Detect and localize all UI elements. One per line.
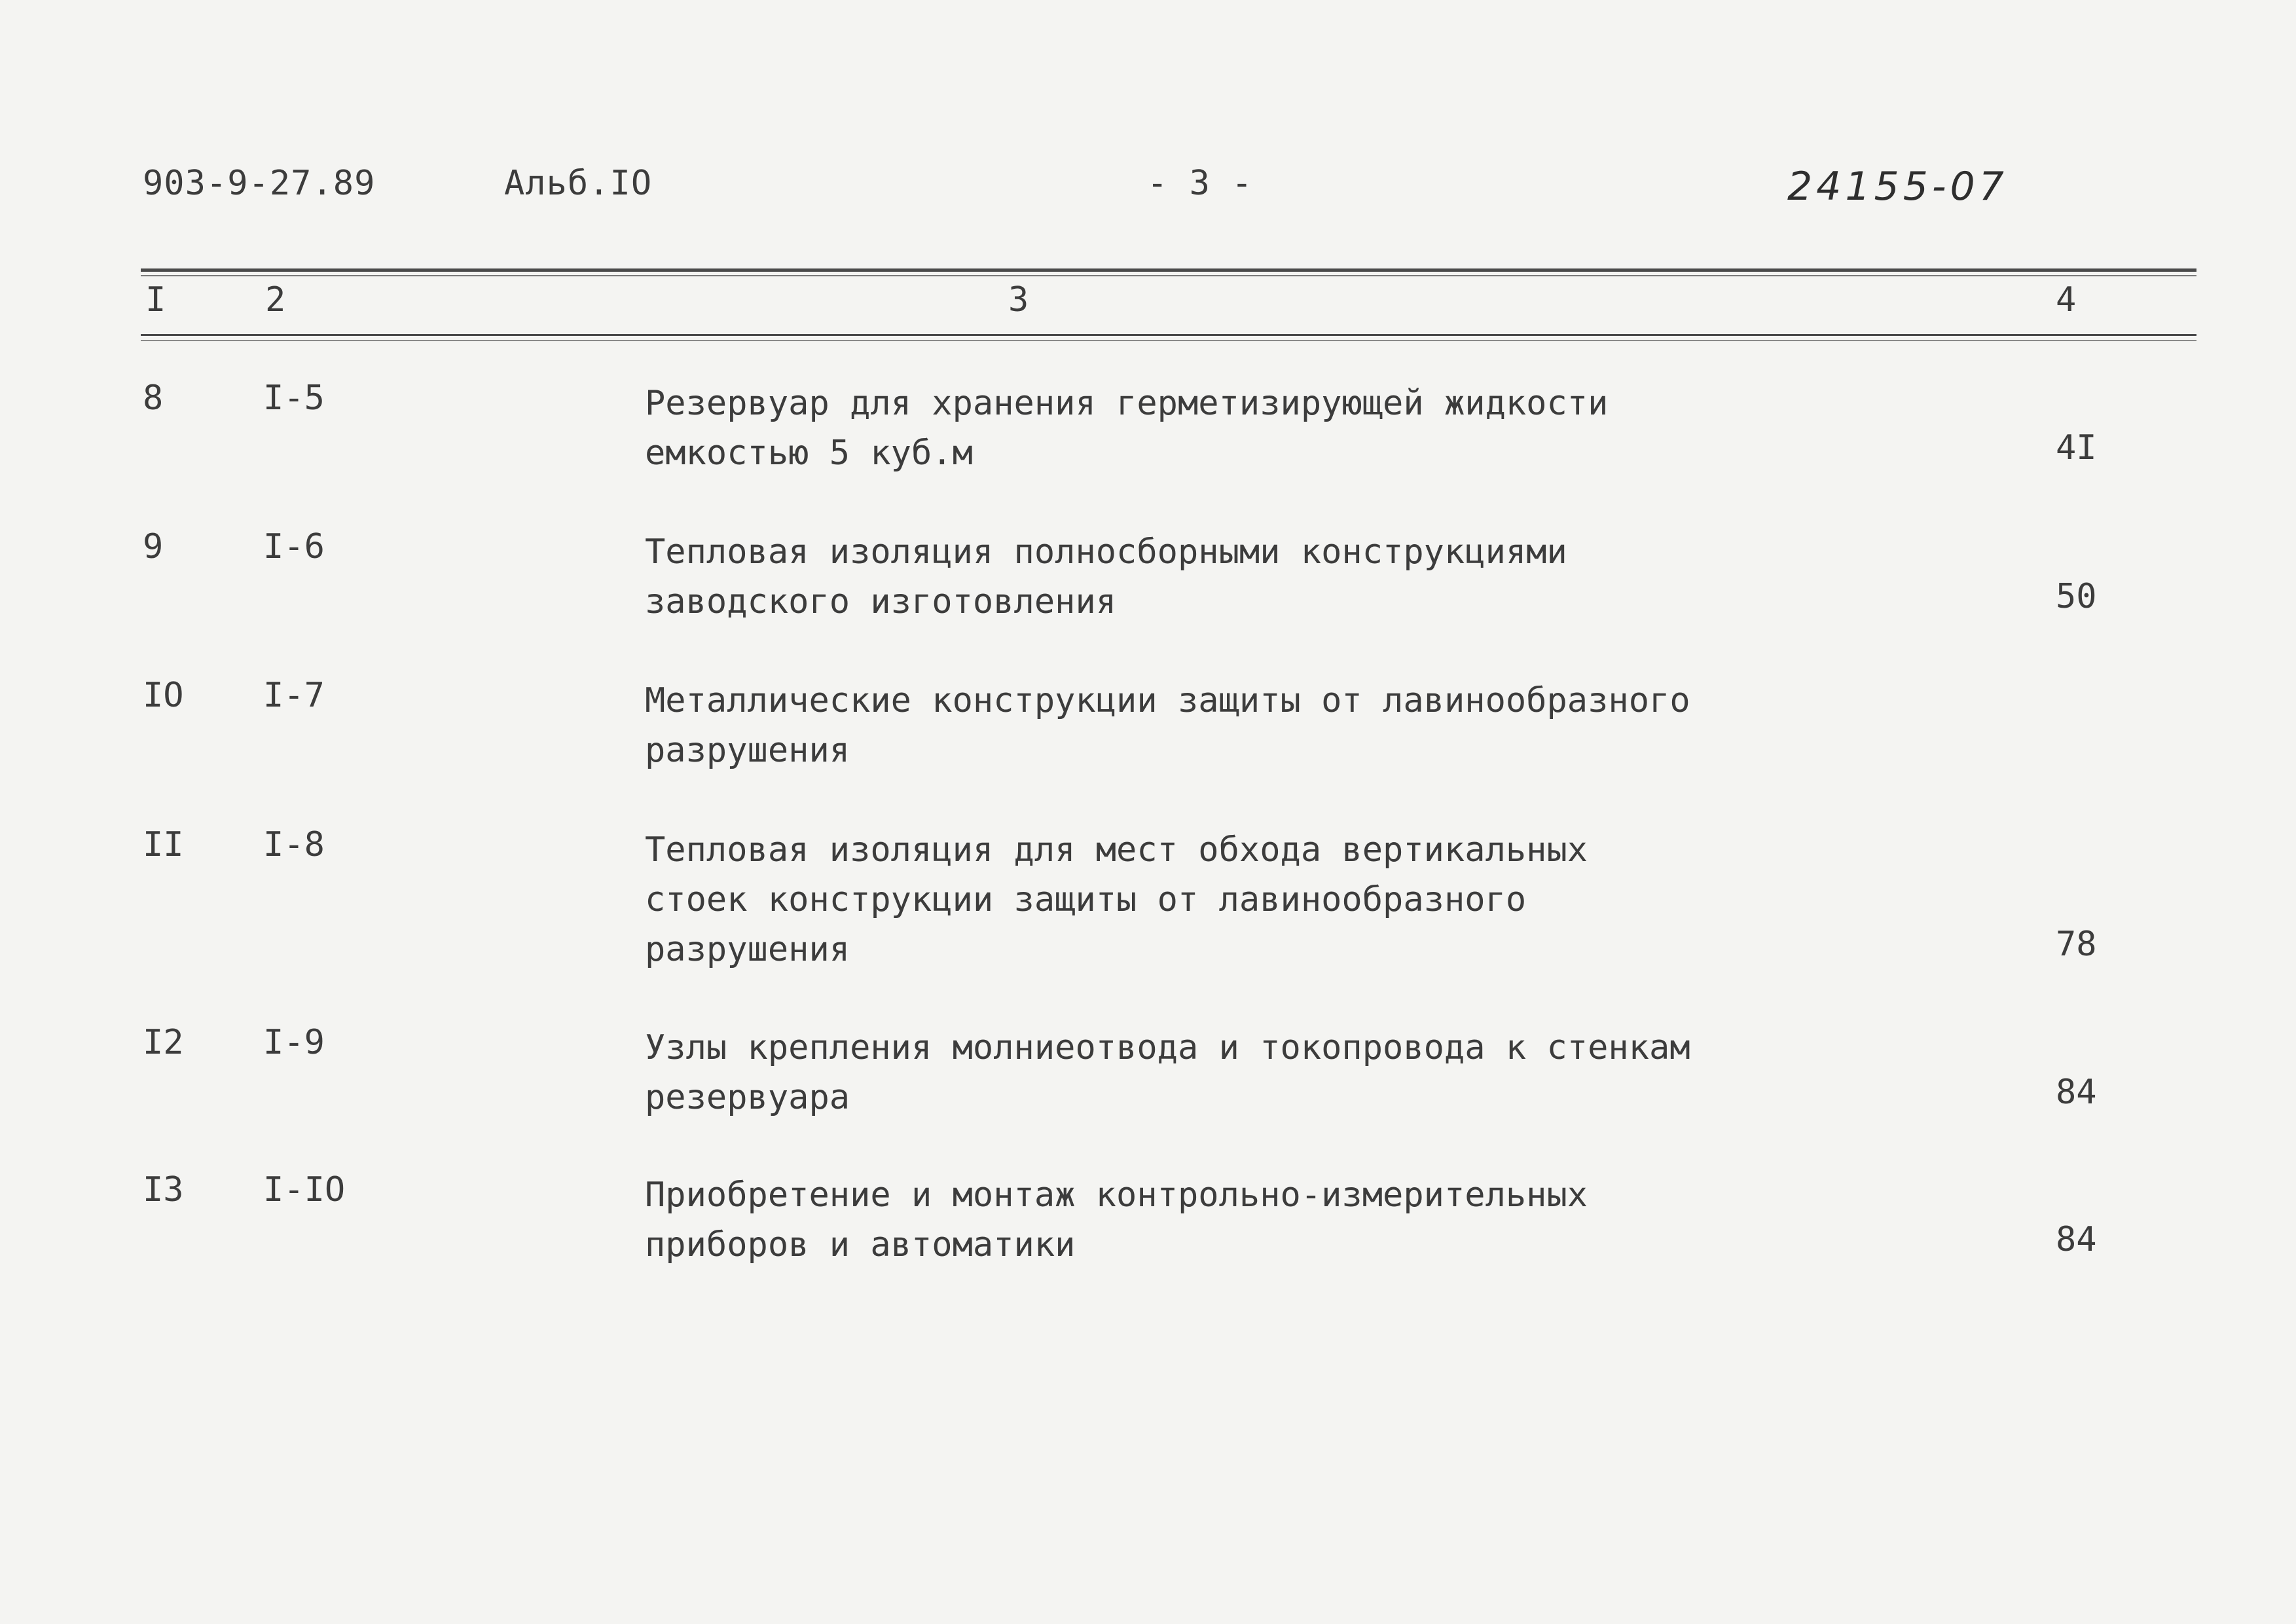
drawing-title: Узлы крепления молниеотвода и токопровода к стенкам резервуара [645, 1028, 1690, 1117]
column-header-2: 2 [265, 280, 286, 320]
table-top-rule-inner [141, 275, 2196, 276]
sheet-number: I-5 [263, 378, 325, 418]
document-code: 903-9-27.89 [143, 164, 376, 203]
drawing-title: Резервуар для хранения герметизирующей жидкости емкостью 5 куб.м [645, 384, 1609, 473]
page-ref: 84 [2056, 1220, 2097, 1259]
row-number: II [143, 825, 184, 864]
page-ref: 4I [2056, 428, 2097, 468]
row-number: IO [143, 676, 184, 715]
page-ref: 50 [2056, 577, 2097, 616]
row-number: I2 [143, 1023, 184, 1062]
row-number: I3 [143, 1170, 184, 1209]
column-header-3: 3 [1008, 280, 1029, 320]
inventory-number: 24155-07 [1787, 164, 2008, 210]
drawing-title: Металлические конструкции защиты от лавинообразного разрушения [645, 681, 1690, 770]
sheet-number: I-IO [263, 1170, 346, 1209]
row-number: 9 [143, 527, 164, 566]
header-bottom-rule [141, 334, 2196, 336]
sheet-number: I-6 [263, 527, 325, 566]
album-number: Альб.IO [504, 164, 653, 203]
sheet-number: I-9 [263, 1023, 325, 1062]
drawing-title: Тепловая изоляция для мест обхода вертикальных стоек конструкции защиты от лавинообразного разрушения [645, 830, 1588, 969]
column-header-4: 4 [2056, 280, 2077, 320]
page-ref: 78 [2056, 925, 2097, 964]
row-number: 8 [143, 378, 164, 418]
drawing-title: Приобретение и монтаж контрольно-измерительных приборов и автоматики [645, 1175, 1588, 1264]
column-header-1: I [145, 280, 166, 320]
sheet-number: I-7 [263, 676, 325, 715]
header-bottom-rule-inner [141, 340, 2196, 341]
drawing-title: Тепловая изоляция полносборными конструкциями заводского изготовления [645, 532, 1567, 621]
sheet-number: I-8 [263, 825, 325, 864]
page-ref: 84 [2056, 1073, 2097, 1112]
table-top-rule [141, 268, 2196, 272]
page-number: - 3 - [1147, 164, 1253, 203]
